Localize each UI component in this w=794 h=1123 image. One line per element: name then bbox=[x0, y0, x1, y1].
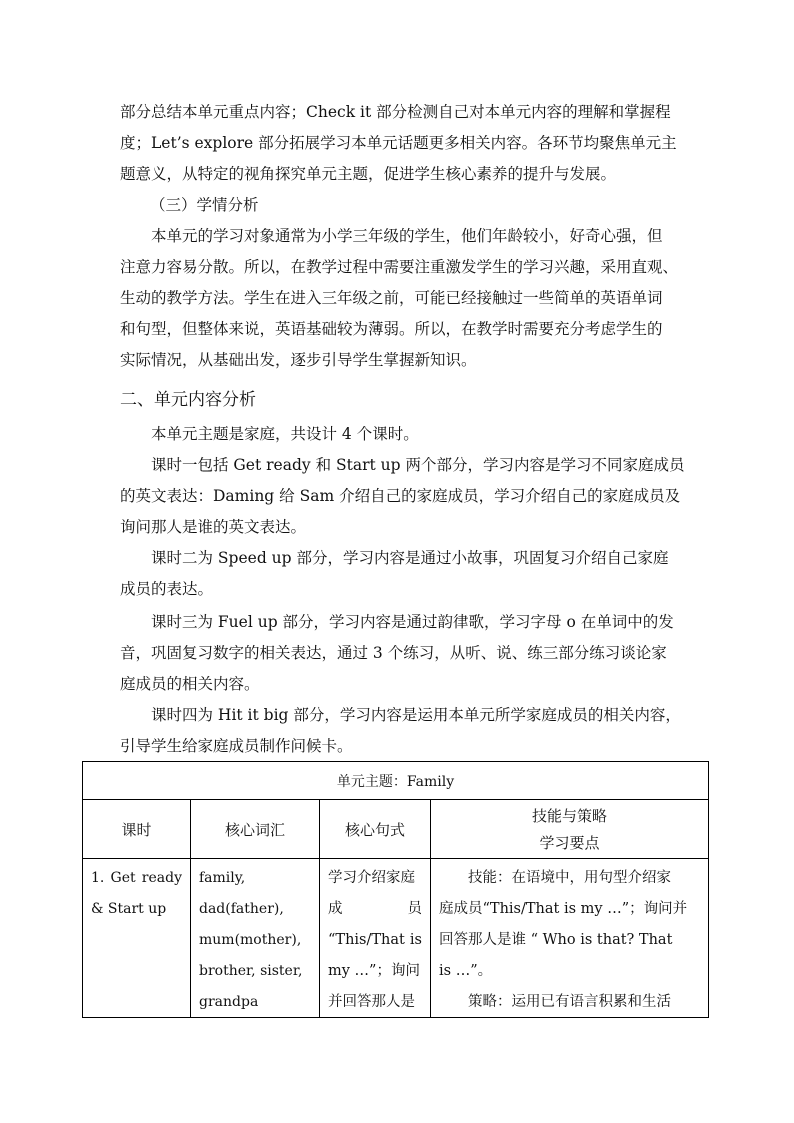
text-line: 课时三为 Fuel up 部分，学习内容是通过韵律歌，学习字母 o 在单词中的发 bbox=[151, 613, 674, 631]
skills-line: 策略：运用已有语言积累和生活 bbox=[468, 994, 671, 1010]
header-core-vocabulary: 核心词汇 bbox=[191, 800, 320, 859]
skills-line: is …”。 bbox=[439, 963, 493, 979]
sentence-word: 员 bbox=[407, 901, 422, 917]
table-row bbox=[83, 859, 709, 1018]
sentence-line: 并回答那人是 bbox=[328, 994, 415, 1010]
text-line: 引导学生给家庭成员制作问候卡。 bbox=[120, 737, 353, 755]
text-line: 音，巩固复习数字的相关表达，通过 3 个练习，从听、说、练三部分练习谈论家 bbox=[120, 644, 667, 662]
text-line: 和句型，但整体来说，英语基础较为薄弱。所以，在教学时需要充分考虑学生的 bbox=[120, 320, 663, 338]
unit-plan-table bbox=[82, 761, 709, 1018]
skills-line: 技能：在语境中，用句型介绍家 bbox=[468, 870, 671, 886]
vocab-item: mum(mother), bbox=[199, 932, 302, 948]
text-line: 实际情况，从基础出发，逐步引导学生掌握新知识。 bbox=[120, 351, 477, 369]
header-skills-line1: 技能与策略 bbox=[531, 807, 607, 825]
text-line: 询问那人是谁的英文表达。 bbox=[120, 518, 307, 536]
text-line: 题意义，从特定的视角探究单元主题，促进学生核心素养的提升与发展。 bbox=[120, 165, 617, 183]
unit-content-paragraph-2 bbox=[120, 450, 685, 543]
text-line: 课时一包括 Get ready 和 Start up 两个部分，学习内容是学习不同家庭成员 bbox=[151, 456, 685, 474]
sentence-word: is bbox=[409, 932, 422, 948]
text-line: 成员的表达。 bbox=[120, 580, 214, 598]
text-line: 本单元的学习对象通常为小学三年级的学生，他们年龄较小，好奇心强，但 bbox=[151, 227, 663, 245]
text-line: 本单元主题是家庭，共设计 4 个课时。 bbox=[151, 425, 419, 443]
lesson-number: 1. bbox=[91, 870, 105, 886]
lesson-title-line2: & Start up bbox=[91, 901, 167, 917]
header-skills-line2: 学习要点 bbox=[539, 834, 600, 852]
text-line: 度；Let’s explore 部分拓展学习本单元话题更多相关内容。各环节均聚焦单元主 bbox=[120, 134, 677, 152]
skills-line: 回答那人是谁 “ Who is that? That bbox=[439, 932, 673, 948]
sentence-line bbox=[328, 894, 422, 925]
table-header-row bbox=[83, 800, 709, 859]
header-core-sentences: 核心句式 bbox=[320, 800, 431, 859]
lesson-word: Get bbox=[110, 870, 136, 886]
unit-content-paragraph-1 bbox=[120, 419, 682, 450]
sentence-word: 成 bbox=[328, 901, 343, 917]
unit-content-paragraph-4 bbox=[120, 607, 682, 700]
section-heading-learner-analysis: （三）学情分析 bbox=[150, 196, 259, 214]
text-line: 生动的教学方法。学生在进入三年级之前，可能已经接触过一些简单的英语单词 bbox=[120, 289, 663, 307]
intro-paragraph bbox=[120, 97, 682, 190]
text-line: 庭成员的相关内容。 bbox=[120, 675, 260, 693]
text-line: 部分总结本单元重点内容；Check it 部分检测自己对本单元内容的理解和掌握程 bbox=[120, 103, 671, 121]
sentence-word: “This/That bbox=[328, 932, 405, 948]
sentences-cell bbox=[320, 859, 431, 1018]
unit-theme-cell: 单元主题：Family bbox=[83, 762, 709, 800]
unit-content-paragraph-5 bbox=[120, 700, 682, 762]
lesson-word: ready bbox=[141, 870, 182, 886]
vocab-item: family, bbox=[199, 870, 246, 886]
text-line: 课时二为 Speed up 部分，学习内容是通过小故事，巩固复习介绍自己家庭 bbox=[151, 549, 669, 567]
table-row-theme bbox=[83, 762, 709, 800]
sentence-line bbox=[328, 925, 422, 956]
header-lesson: 课时 bbox=[83, 800, 191, 859]
sentence-line: 学习介绍家庭 bbox=[328, 870, 415, 886]
sentence-line: my …”；询问 bbox=[328, 963, 420, 979]
skills-cell bbox=[431, 859, 709, 1018]
vocab-item: brother, sister, bbox=[199, 963, 303, 979]
skills-line: 庭成员“This/That is my …”；询问并 bbox=[439, 901, 688, 917]
lesson-cell bbox=[83, 859, 191, 1018]
vocab-item: grandpa bbox=[199, 994, 259, 1010]
header-skills-strategies bbox=[431, 800, 709, 859]
unit-content-paragraph-3 bbox=[120, 543, 682, 605]
text-line: 注意力容易分散。所以，在教学过程中需要注重激发学生的学习兴趣，采用直观、 bbox=[120, 258, 679, 276]
text-line: 的英文表达：Daming 给 Sam 介绍自己的家庭成员，学习介绍自己的家庭成员及 bbox=[120, 487, 681, 505]
vocabulary-cell bbox=[191, 859, 320, 1018]
section-heading-unit-content: 二、单元内容分析 bbox=[120, 390, 256, 410]
learner-analysis-paragraph bbox=[120, 221, 682, 376]
vocab-item: dad(father), bbox=[199, 901, 284, 917]
text-line: 课时四为 Hit it big 部分，学习内容是运用本单元所学家庭成员的相关内容， bbox=[151, 706, 681, 724]
lesson-title-line1 bbox=[91, 863, 182, 894]
